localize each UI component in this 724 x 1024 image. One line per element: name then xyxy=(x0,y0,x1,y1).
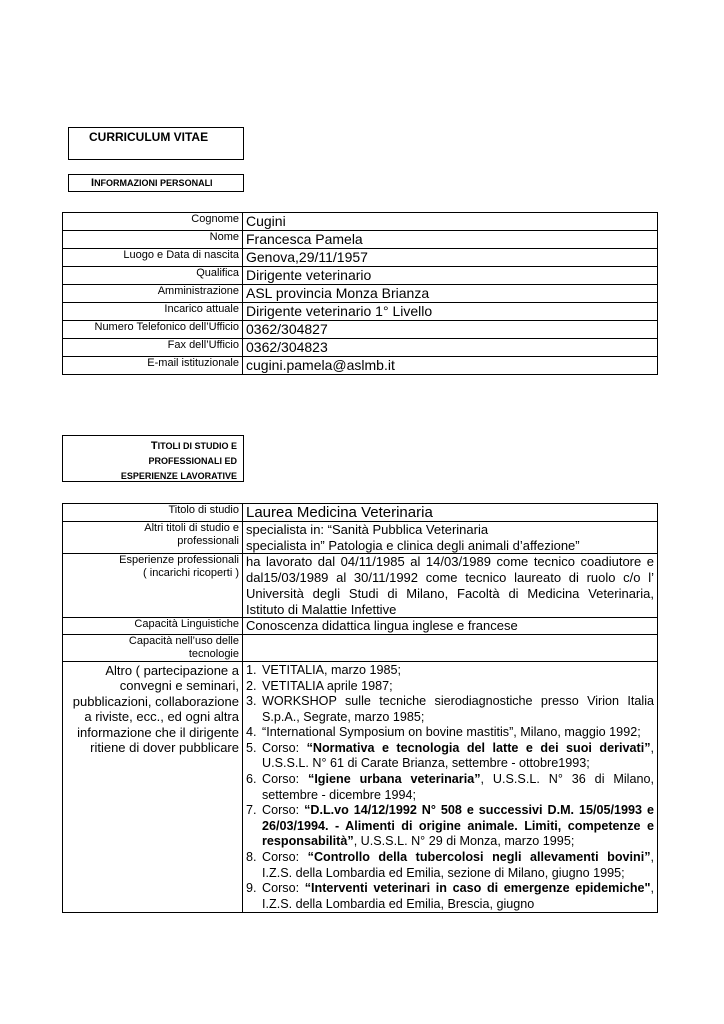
personal-value: 0362/304827 xyxy=(243,321,658,339)
studies-section-header xyxy=(62,435,244,482)
esperienze-value: ha lavorato dal 04/11/1985 al 14/03/1989 come tecnico coadiutore e dal15/03/1989 al 30/11/1992 come tecnico laureato di ruolo c/o l’ Università degli Studi di Milano, Facoltà di Medicina Veterinaria, Istituto di Malattie Infettive xyxy=(243,554,658,618)
list-item-number: 8. xyxy=(246,850,257,865)
studies-header-line1-rest: ITOLI DI STUDIO E xyxy=(157,441,237,451)
list-item-text: Corso: xyxy=(262,881,305,896)
list-item-number: 1. xyxy=(246,662,257,677)
altri-titoli-label-line1: Altri titoli di studio e xyxy=(144,522,239,534)
table-row xyxy=(63,321,658,339)
studies-header-line3: ESPERIENZE LAVORATIVE xyxy=(120,471,237,481)
esperienze-label-line2: ( incarichi ricoperti ) xyxy=(143,567,239,580)
list-item-bold-title: “D.L.vo 14/12/1992 N° 508 e successivi D.M. 15/05/1993 e 26/03/1994. - Alimenti di origine animale. Limiti, competenze e responsabilità” xyxy=(262,803,655,849)
tecnologie-value xyxy=(243,634,658,661)
personal-value: Dirigente veterinario xyxy=(243,267,658,285)
table-row xyxy=(63,661,658,913)
personal-label: E-mail istituzionale xyxy=(63,357,243,375)
personal-label: Numero Telefonico dell’Ufficio xyxy=(63,321,243,339)
altri-titoli-value-line1: specialista in: “Sanità Pubblica Veterinaria xyxy=(246,522,489,537)
personal-label: Luogo e Data di nascita xyxy=(63,249,243,267)
personal-value: Genova,29/11/1957 xyxy=(243,249,658,267)
list-item-details: , I.Z.S. della Lombardia ed Emilia, sezione di Milano, giugno 1995; xyxy=(262,850,655,880)
studies-header-line2: PROFESSIONALI ED xyxy=(148,456,237,466)
list-item xyxy=(246,663,654,679)
list-item xyxy=(246,850,654,881)
lingue-label: Capacità Linguistiche xyxy=(63,618,243,635)
altro-value xyxy=(243,661,658,913)
personal-value: ASL provincia Monza Brianza xyxy=(243,285,658,303)
table-row xyxy=(63,249,658,267)
personal-label: Amministrazione xyxy=(63,285,243,303)
list-item xyxy=(246,679,654,695)
tecnologie-label xyxy=(63,634,243,661)
list-item-details: , U.S.S.L. N° 29 di Monza, marzo 1995; xyxy=(353,834,575,849)
list-item-text: Corso: xyxy=(262,740,307,755)
studies-table xyxy=(62,503,658,913)
table-row xyxy=(63,339,658,357)
list-item-number: 2. xyxy=(246,678,257,693)
list-item xyxy=(246,741,654,772)
table-row xyxy=(63,303,658,321)
list-item-bold-title: “Interventi veterinari in caso di emergenze epidemiche" xyxy=(304,881,651,896)
tecnologie-label-line1: Capacità nell’uso delle xyxy=(128,634,239,647)
altri-titoli-label xyxy=(63,522,243,554)
altri-titoli-value xyxy=(243,522,658,554)
titolo-value: Laurea Medicina Veterinaria xyxy=(243,504,658,522)
table-row xyxy=(63,504,658,522)
personal-value: cugini.pamela@aslmb.it xyxy=(243,357,658,375)
titolo-label: Titolo di studio xyxy=(63,504,243,522)
list-item-text: WORKSHOP sulle tecniche sierodiagnostiche presso Virion Italia S.p.A., Segrate, marzo 1985; xyxy=(262,694,654,724)
list-item-bold-title: “Normativa e tecnologia del latte e dei suoi derivati” xyxy=(306,740,651,755)
table-row xyxy=(63,618,658,635)
personal-value: Dirigente veterinario 1° Livello xyxy=(243,303,658,321)
list-item-details: , I.Z.S. della Lombardia ed Emilia, Brescia, giugno xyxy=(262,881,654,911)
personal-value: Francesca Pamela xyxy=(243,231,658,249)
list-item xyxy=(246,694,654,725)
table-row xyxy=(63,522,658,554)
list-item xyxy=(246,803,654,850)
table-row xyxy=(63,357,658,375)
list-item-details: , U.S.S.L. N° 36 di Milano, settembre - dicembre 1994; xyxy=(262,772,654,802)
lingue-value: Conoscenza didattica lingua inglese e francese xyxy=(243,618,658,635)
list-item-number: 4. xyxy=(246,725,257,740)
personal-label: Incarico attuale xyxy=(63,303,243,321)
personal-value: Cugini xyxy=(243,213,658,231)
personal-label: Qualifica xyxy=(63,267,243,285)
studies-header-line1 xyxy=(63,439,237,454)
altro-list xyxy=(246,663,654,913)
list-item xyxy=(246,725,654,741)
personal-section-rest: NFORMAZIONI PERSONALI xyxy=(94,178,213,188)
personal-section-header xyxy=(68,174,244,192)
list-item-number: 6. xyxy=(246,772,257,787)
table-row xyxy=(63,634,658,661)
list-item-details: , U.S.S.L. N° 61 di Carate Brianza, settembre - ottobre1993; xyxy=(262,740,655,771)
list-item xyxy=(246,772,654,803)
list-item-number: 3. xyxy=(246,694,257,709)
list-item-text: VETITALIA aprile 1987; xyxy=(262,678,393,693)
personal-label: Cognome xyxy=(63,213,243,231)
list-item-number: 7. xyxy=(246,803,257,818)
list-item-number: 9. xyxy=(246,881,257,896)
list-item-text: Corso: xyxy=(262,803,305,818)
cv-title: CURRICULUM VITAE xyxy=(89,130,209,144)
personal-value: 0362/304823 xyxy=(243,339,658,357)
table-row xyxy=(63,213,658,231)
esperienze-label-line1: Esperienze professionali xyxy=(119,554,239,567)
list-item xyxy=(246,881,654,912)
table-row xyxy=(63,554,658,618)
list-item-number: 5. xyxy=(246,740,257,755)
studies-header-initial: T xyxy=(150,440,158,452)
personal-info-table xyxy=(62,212,658,375)
altri-titoli-label-line2: professionali xyxy=(177,535,239,547)
list-item-text: Corso: xyxy=(262,772,309,787)
personal-section-initial: I xyxy=(91,177,95,189)
personal-label: Nome xyxy=(63,231,243,249)
altro-label: Altro ( partecipazione a convegni e seminari, pubblicazioni, collaborazione a riviste, ecc., ed ogni altra informazione che il dirigente ritiene di dover pubblicare xyxy=(63,661,243,913)
list-item-bold-title: “Igiene urbana veterinaria” xyxy=(308,772,481,787)
list-item-text: VETITALIA, marzo 1985; xyxy=(262,662,402,677)
list-item-bold-title: “Controllo della tubercolosi negli allevamenti bovini” xyxy=(307,850,651,865)
altri-titoli-value-line2: specialista in” Patologia e clinica degli animali d’affezione” xyxy=(246,537,580,553)
list-item-text: “International Symposium on bovine mastitis”, Milano, maggio 1992; xyxy=(262,725,641,740)
table-row xyxy=(63,267,658,285)
list-item-text: Corso: xyxy=(262,850,308,865)
tecnologie-label-line2: tecnologie xyxy=(188,647,239,660)
cv-title-box xyxy=(68,127,244,160)
table-row xyxy=(63,231,658,249)
personal-label: Fax dell’Ufficio xyxy=(63,339,243,357)
esperienze-label xyxy=(63,554,243,618)
table-row xyxy=(63,285,658,303)
